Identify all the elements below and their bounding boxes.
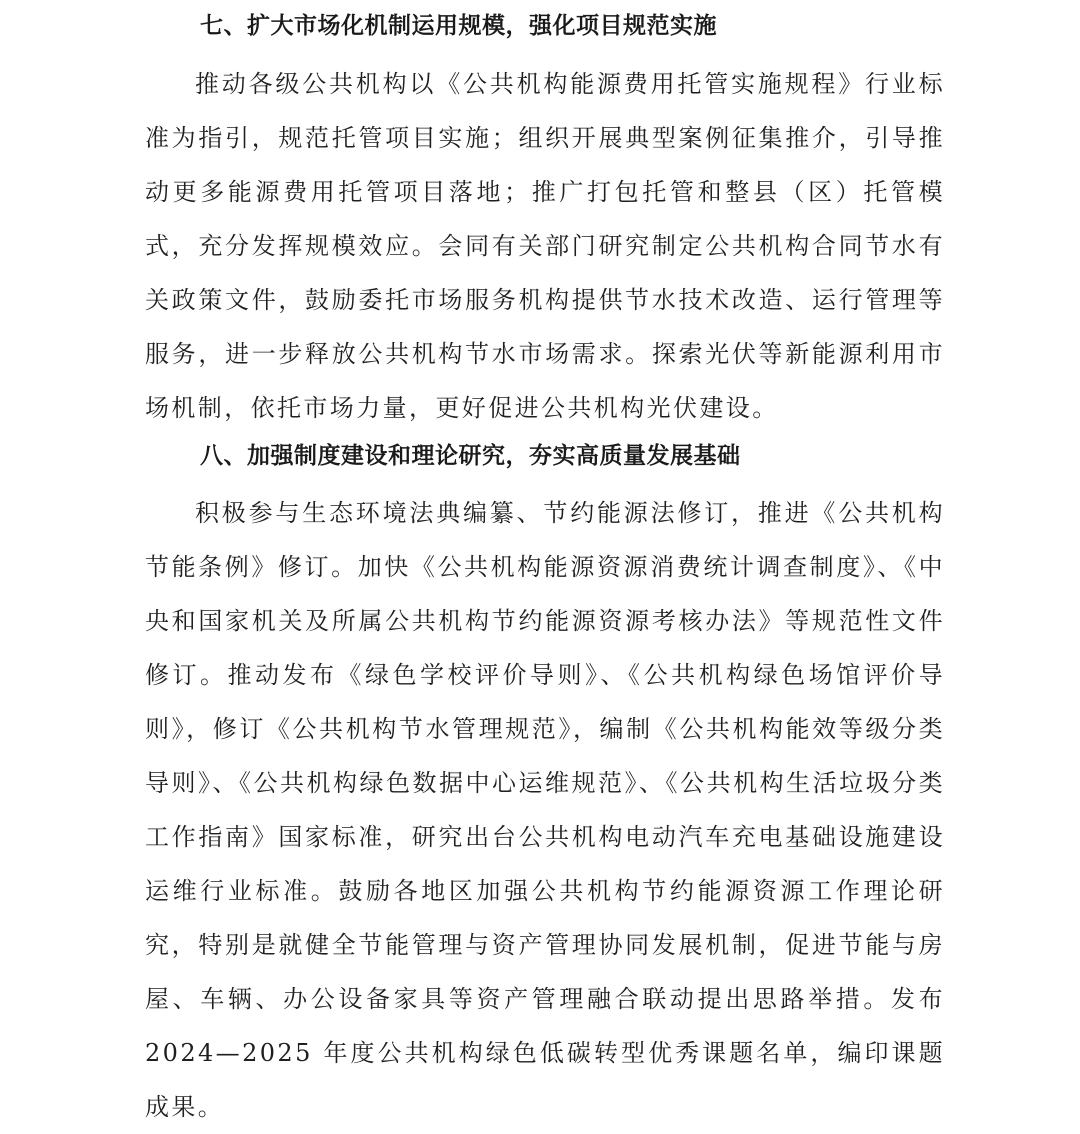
section-8-paragraph: 积极参与生态环境法典编纂、节约能源法修订，推进《公共机构节能条例》修订。加快《公共机构能源资源消费统计调查制度》、《中央和国家机关及所属公共机构节约能源资源考核办法》等规范性文件修订。推动发布《绿色学校评价导则》、《公共机构绿色场馆评价导则》，修订《公共机构节水管理规范》，编制《公共机构能效等级分类导则》、《公共机构绿色数据中心运维规范》、《公共机构生活垃圾分类工作指南》国家标准，研究出台公共机构电动汽车充电基础设施建设运维行业标准。鼓励各地区加强公共机构节约能源资源工作理论研究，特别是就健全节能管理与资产管理协同发展机制，促进节能与房屋、车辆、办公设备家具等资产管理融合联动提出思路举措。发布 2024—2025 年度公共机构绿色低碳转型优秀课题名单，编印课题成果。 bbox=[145, 499, 945, 1121]
section-8-heading: 八、加强制度建设和理论研究，夯实高质量发展基础 bbox=[200, 443, 741, 469]
section-7-paragraph: 推动各级公共机构以《公共机构能源费用托管实施规程》行业标准为指引，规范托管项目实施；组织开展典型案例征集推介，引导推动更多能源费用托管项目落地；推广打包托管和整县（区）托管模式，充分发挥规模效应。会同有关部门研究制定公共机构合同节水有关政策文件，鼓励委托市场服务机构提供节水技术改造、运行管理等服务，进一步释放公共机构节水市场需求。探索光伏等新能源利用市场机制，依托市场力量，更好促进公共机构光伏建设。 bbox=[145, 70, 945, 422]
section-7-heading: 七、扩大市场化机制运用规模，强化项目规范实施 bbox=[200, 13, 717, 39]
